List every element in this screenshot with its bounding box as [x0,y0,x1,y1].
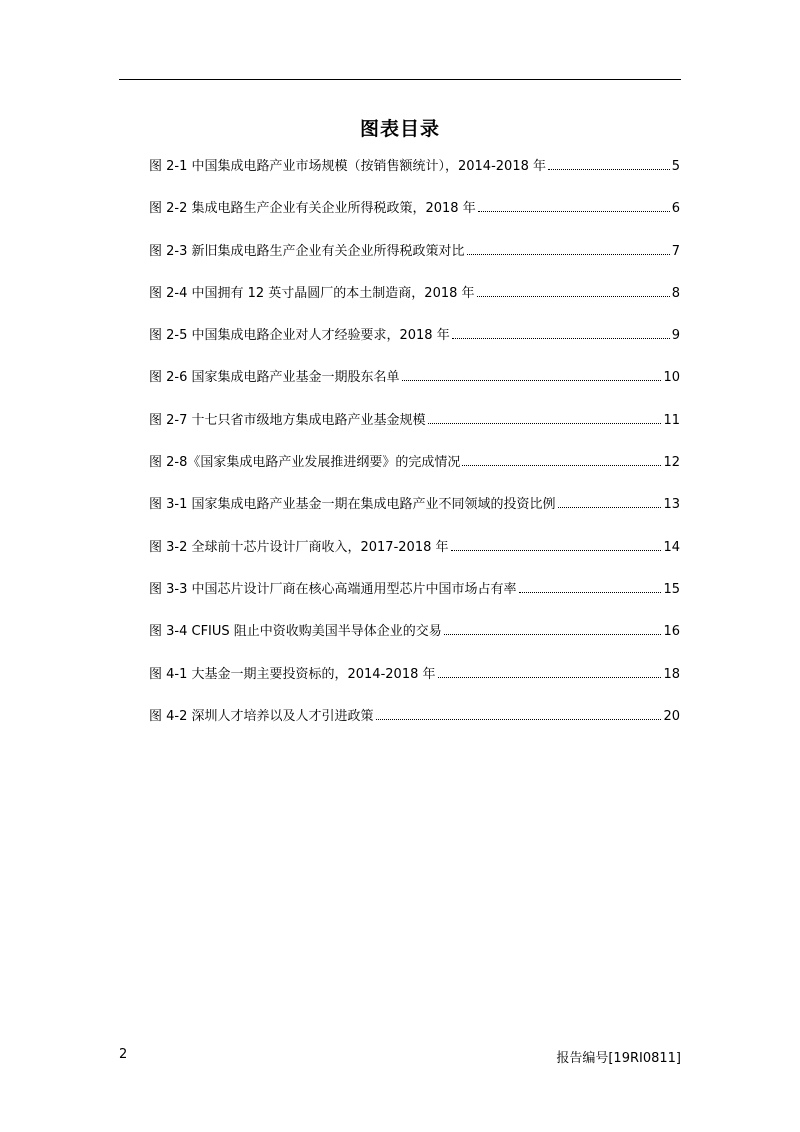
toc-dot-leader [444,634,662,635]
toc-dot-leader [428,423,662,424]
toc-dot-leader [402,380,662,381]
toc-dot-leader [438,677,662,678]
toc-dot-leader [548,169,670,170]
toc-entry-label: 图 2-2 集成电路生产企业有关企业所得税政策，2018 年 [149,201,476,217]
toc-entry-label: 图 3-4 CFIUS 阻止中资收购美国半导体企业的交易 [149,624,442,640]
toc-entry-page: 8 [671,285,680,301]
toc-entry-page: 14 [663,539,680,555]
toc-entry-label: 图 2-8《国家集成电路产业发展推进纲要》的完成情况 [149,455,461,471]
toc-dot-leader [519,592,662,593]
toc-entry[interactable] [149,622,680,664]
toc-entry-label: 图 2-6 国家集成电路产业基金一期股东名单 [149,370,400,386]
footer-page-number: 2 [119,1047,128,1062]
toc-entry[interactable] [149,411,680,453]
toc-entry-label: 图 4-2 深圳人才培养以及人才引进政策 [149,708,374,724]
toc-entry-page: 20 [663,708,680,724]
toc-entry[interactable] [149,453,680,495]
toc-entry-page: 18 [663,666,680,682]
toc-entry-label: 图 2-7 十七只省市级地方集成电路产业基金规模 [149,412,426,428]
toc-entry-label: 图 2-3 新旧集成电路生产企业有关企业所得税政策对比 [149,243,465,259]
footer-report-code: 报告编号[19RI0811] [556,1051,681,1066]
toc-entry[interactable] [149,284,680,326]
toc-entry-label: 图 3-3 中国芯片设计厂商在核心高端通用型芯片中国市场占有率 [149,581,517,597]
toc-dot-leader [452,338,670,339]
toc-entry-page: 13 [663,497,680,513]
toc-entry[interactable] [149,580,680,622]
toc-entry[interactable] [149,199,680,241]
toc-entry-page: 12 [663,455,680,471]
toc-entry-page: 16 [663,624,680,640]
toc-entry[interactable] [149,157,680,199]
toc-entry-label: 图 4-1 大基金一期主要投资标的，2014-2018 年 [149,666,436,682]
toc-title: 图表目录 [359,118,440,140]
toc-entry-page: 15 [663,581,680,597]
toc-entry-page: 5 [671,159,680,174]
toc-entry-page: 6 [671,201,680,217]
toc-dot-leader [558,507,662,508]
toc-dot-leader [467,254,670,255]
toc-dot-leader [477,296,670,297]
toc-entry[interactable] [149,326,680,368]
toc-entry-label: 图 2-5 中国集成电路企业对人才经验要求，2018 年 [149,328,450,344]
toc-entry-label: 图 3-1 国家集成电路产业基金一期在集成电路产业不同领域的投资比例 [149,497,556,513]
toc-entry-page: 7 [671,243,680,259]
toc-dot-leader [451,550,662,551]
toc-dot-leader [376,719,662,720]
toc-entry[interactable] [149,242,680,284]
toc-entry[interactable] [149,538,680,580]
toc-entry[interactable] [149,707,680,749]
toc-entry-page: 11 [663,412,680,428]
toc-dot-leader [462,465,661,466]
toc-entry-label: 图 3-2 全球前十芯片设计厂商收入，2017-2018 年 [149,539,449,555]
toc-entry-label: 图 2-4 中国拥有 12 英寸晶圆厂的本土制造商，2018 年 [149,285,475,301]
toc-entry-page: 9 [671,328,680,344]
toc-dot-leader [478,211,670,212]
toc-list [149,157,680,749]
toc-entry[interactable] [149,495,680,537]
header-rule [119,79,681,80]
toc-entry-label: 图 2-1 中国集成电路产业市场规模（按销售额统计），2014-2018 年 [149,159,546,174]
toc-entry-page: 10 [663,370,680,386]
toc-entry[interactable] [149,368,680,410]
toc-entry[interactable] [149,665,680,707]
